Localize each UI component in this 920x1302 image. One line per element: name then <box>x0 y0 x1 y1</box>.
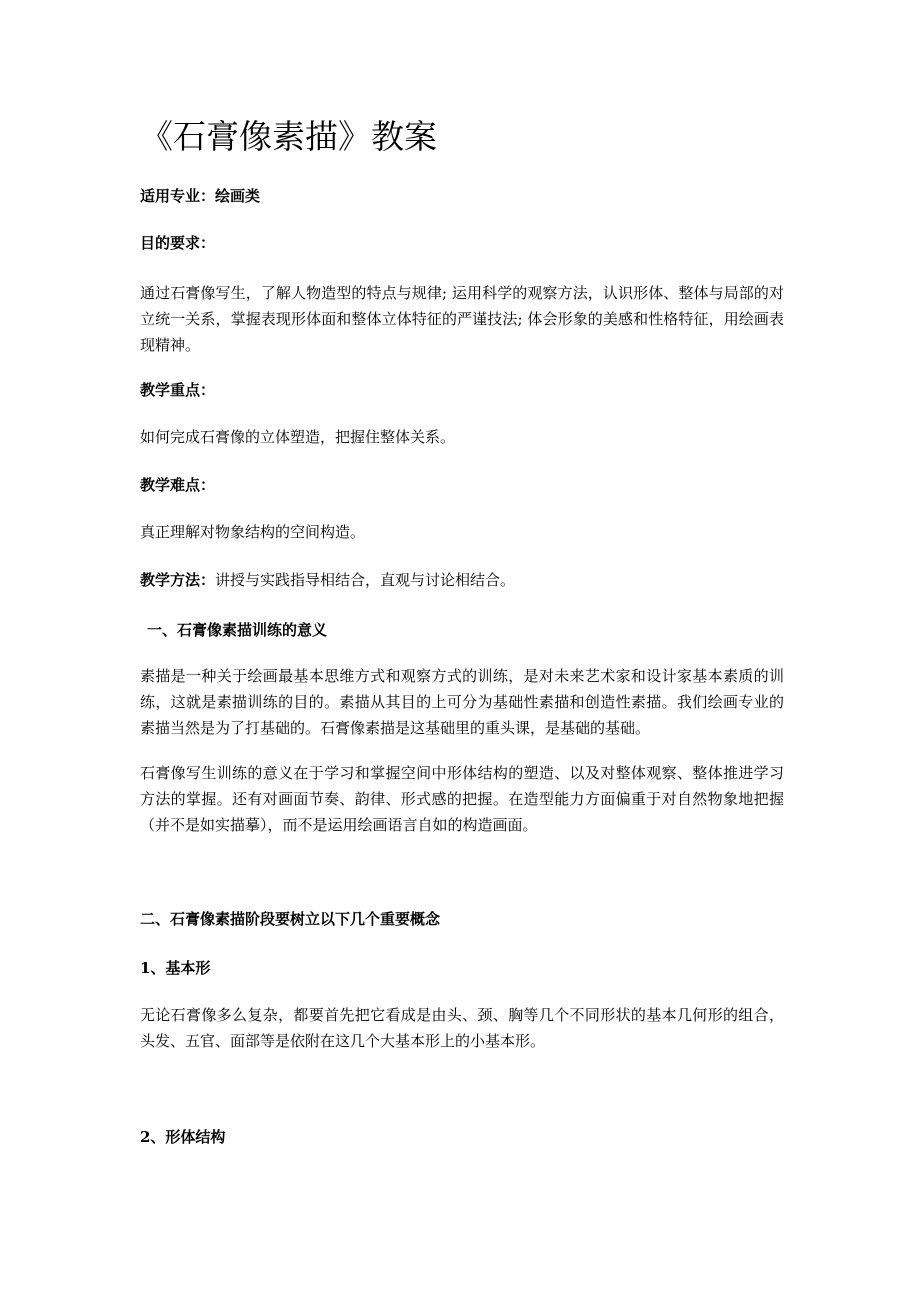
concept2-heading: 2、形体结构 <box>140 1128 226 1146</box>
document-title: 《石膏像素描》教案 <box>140 117 437 156</box>
major-value: 绘画类 <box>215 187 261 205</box>
objective-heading: 目的要求： <box>140 234 216 252</box>
difficulties-text: 真正理解对物象结构的空间构造。 <box>140 523 366 541</box>
section1-paragraph-1: 素描是一种关于绘画最基本思维方式和观察方式的训练，是对未来艺术家和设计家基本素质的训练，这就是素描训练的目的。素描从其目的上可分为基础性素描和创造性素描。我们绘画专业的素描当然是为了打基础的。石膏像素描是这基础里的重头课，是基础的基础。 <box>140 667 784 737</box>
method-text: 讲授与实践指导相结合，直观与讨论相结合。 <box>215 571 516 589</box>
difficulties-heading: 教学难点： <box>140 476 216 494</box>
method-line <box>140 570 515 590</box>
objective-text: 通过石膏像写生，了解人物造型的特点与规律; 运用科学的观察方法，认识形体、整体与局部的对立统一关系，掌握表现形体面和整体立体特征的严谨技法; 体会形象的美感和性格特征，用绘画表现精神。 <box>140 284 784 354</box>
major-line <box>140 186 260 206</box>
section2-heading: 二、石膏像素描阶段要树立以下几个重要概念 <box>140 910 441 928</box>
section1-heading: 一、石膏像素描训练的意义 <box>147 621 328 639</box>
major-label: 适用专业： <box>140 187 216 205</box>
key-points-heading: 教学重点： <box>140 381 216 399</box>
concept1-heading: 1、基本形 <box>140 959 211 977</box>
concept1-text: 无论石膏像多么复杂，都要首先把它看成是由头、颈、胸等几个不同形状的基本几何形的组合，头发、五官、面部等是依附在这几个大基本形上的小基本形。 <box>140 1006 784 1050</box>
section1-paragraph-2: 石膏像写生训练的意义在于学习和掌握空间中形体结构的塑造、以及对整体观察、整体推进学习方法的掌握。还有对画面节奏、韵律、形式感的把握。在造型能力方面偏重于对自然物象地把握（并不是如实描摹），而不是运用绘画语言自如的构造画面。 <box>140 764 784 834</box>
key-points-text: 如何完成石膏像的立体塑造，把握住整体关系。 <box>140 428 456 446</box>
method-label: 教学方法： <box>140 571 216 589</box>
